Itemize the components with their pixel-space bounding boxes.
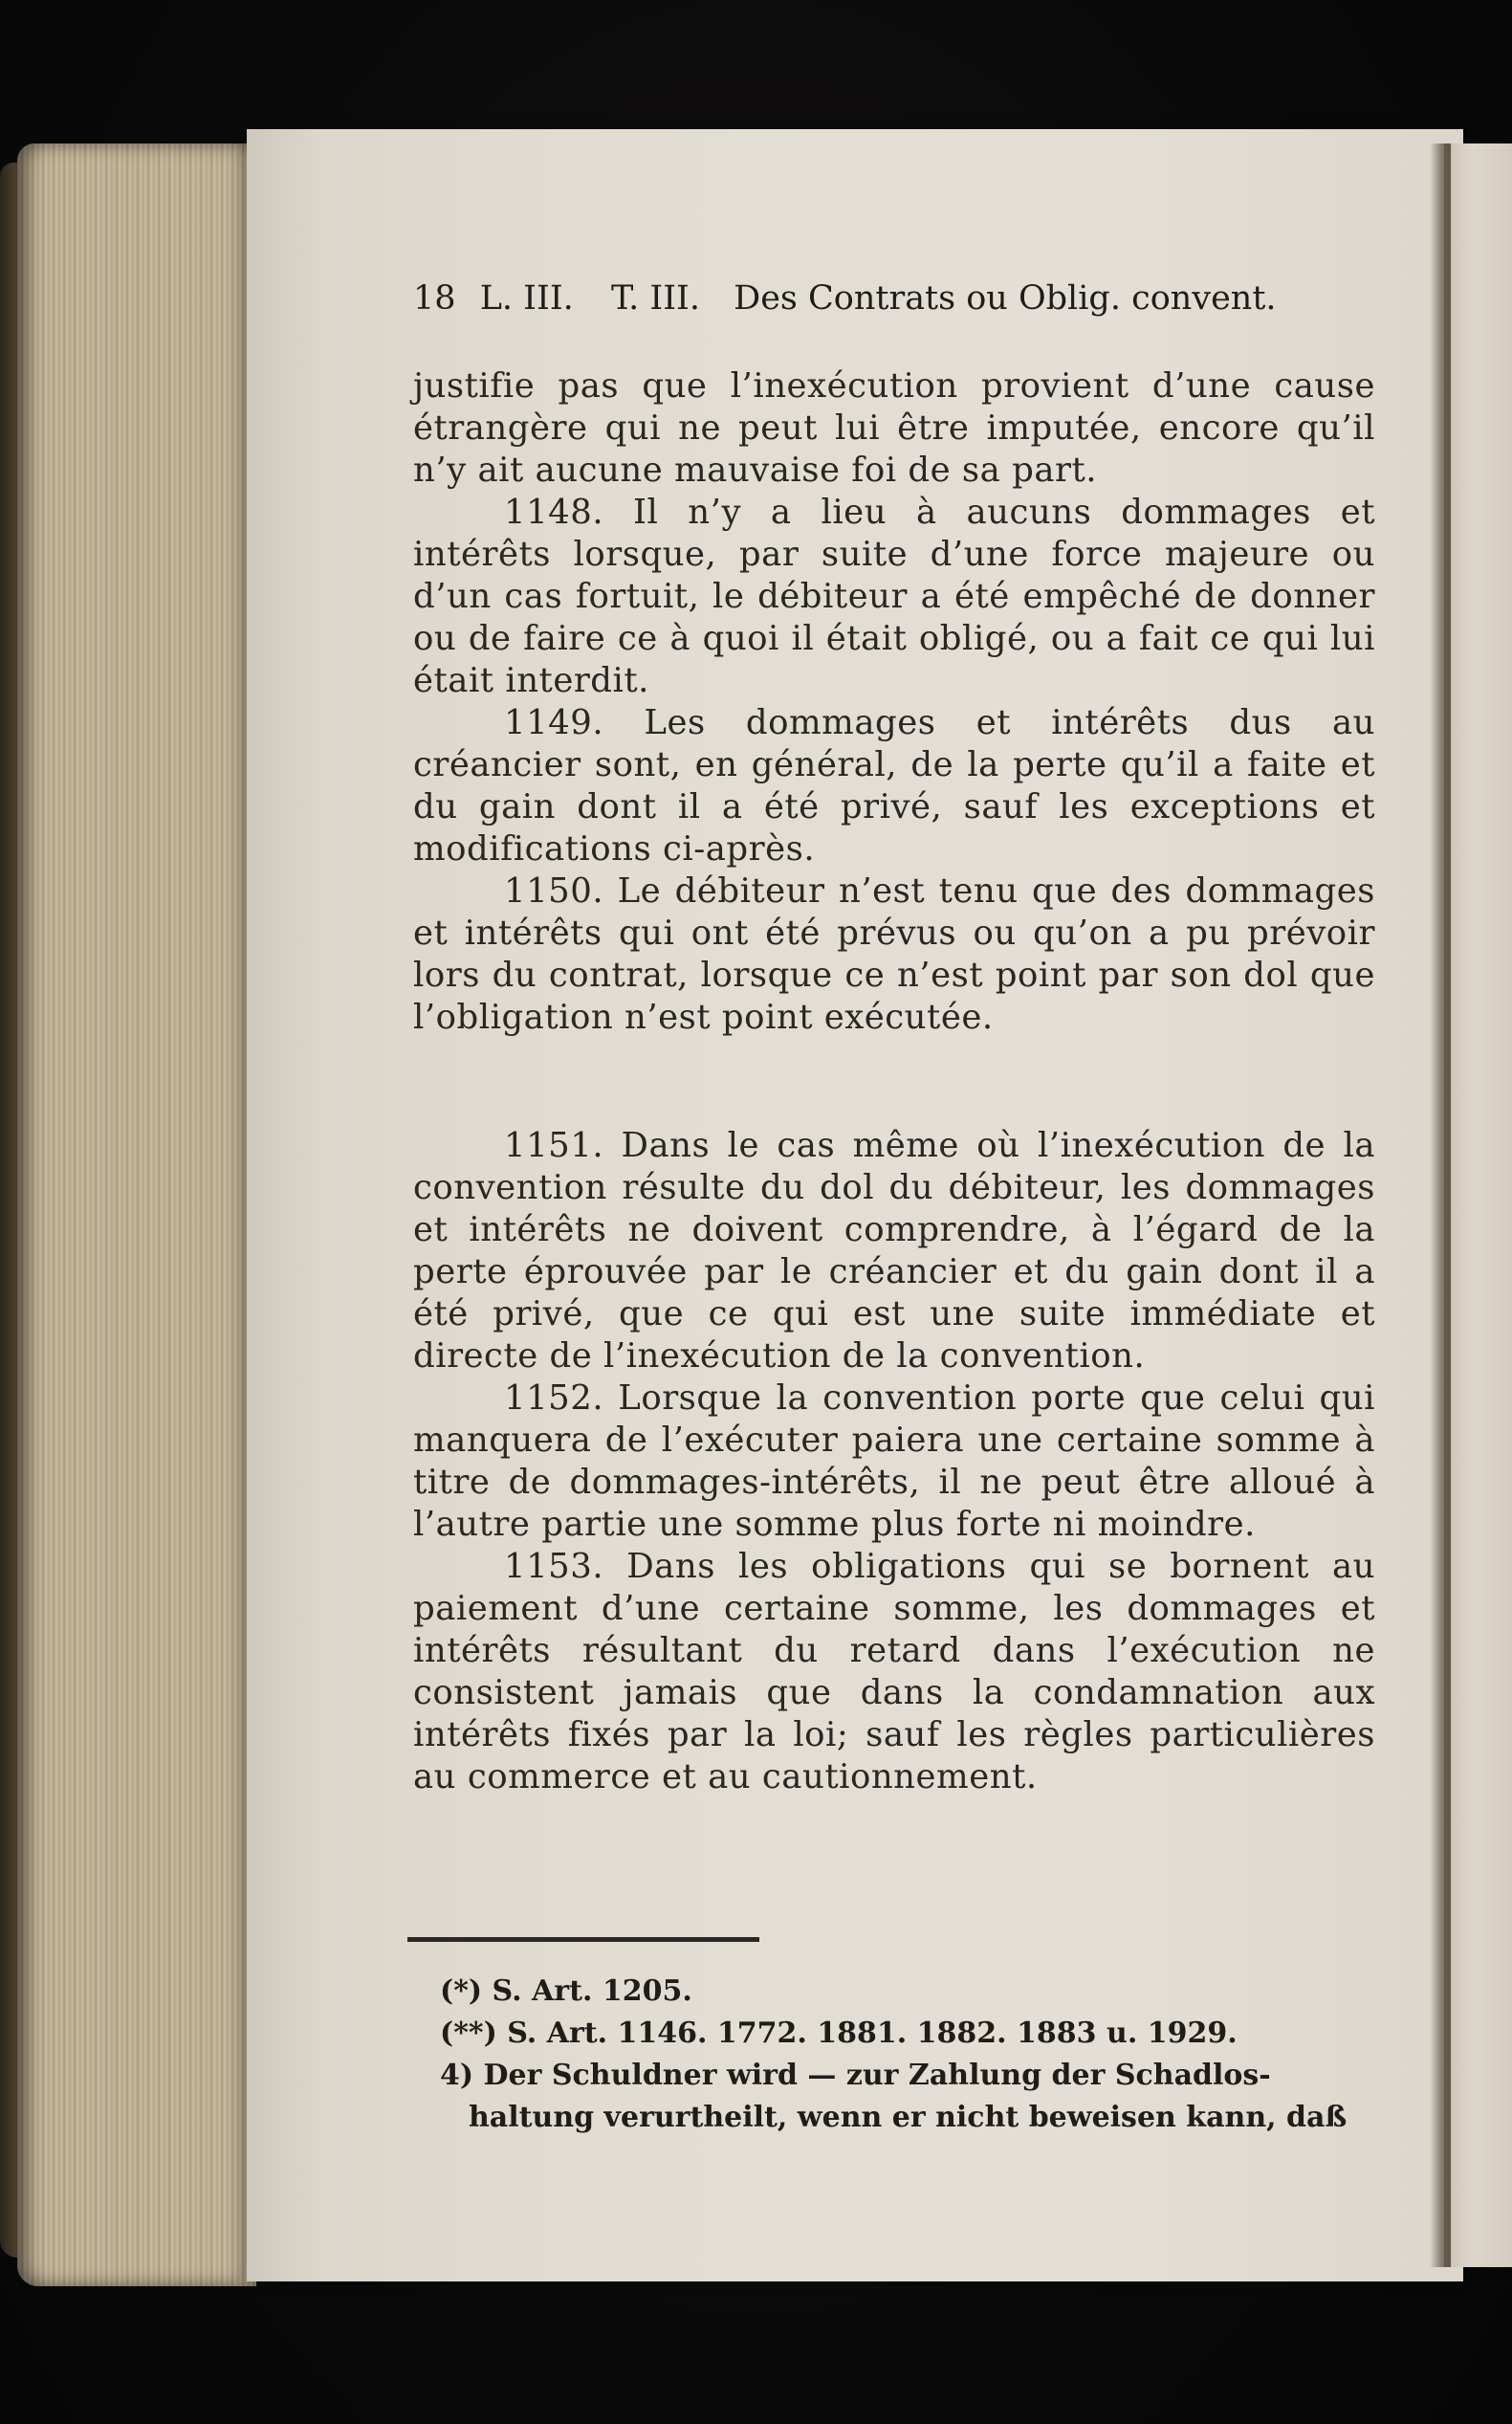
article-1153: 1153. Dans les obligations qui se bornent au paiement d’une certaine somme, les dommages et intérêts résultant du retard dans l’exécution ne consistent jamais que dans la condamnation aux intérêts fixés par la loi; sauf les règles particulières au commerce et au cautionnement. [413, 1547, 1375, 1796]
article-1150: 1150. Le débiteur n’est tenu que des dommages et intérêts qui ont été prévus ou qu’on a pu prévoir lors du contrat, lorsque ce n’est point par son dol que l’obligation n’est point exécutée. [413, 871, 1375, 1037]
footnote-2: (**) S. Art. 1146. 1772. 1881. 1882. 1883 u. 1929. [440, 2016, 1238, 2050]
footnote-3-line-1: 4) Der Schuldner wird — zur Zahlung der Schadlos- [440, 2059, 1271, 2092]
page-block-edges [17, 143, 256, 2286]
page-number: 18 [413, 279, 456, 318]
header-section: Des Contrats ou Oblig. convent. [734, 279, 1277, 318]
footnotes [440, 1971, 1377, 2139]
body-text-top [413, 365, 1375, 1039]
article-1148: 1148. Il n’y a lieu à aucuns dommages et intérêts lorsque, par suite d’une force majeure ou d’un cas fortuit, le débiteur a été empêché de donner ou de faire ce à quoi il était obligé, ou a fait ce qui lui était interdit. [413, 493, 1375, 700]
paragraph-continuation: justifie pas que l’inexécution provient d’une cause étrangère qui ne peut lui être imputée, encore qu’il n’y ait aucune mauvaise foi de sa part. [413, 366, 1375, 490]
running-header [413, 279, 1377, 318]
header-book: L. III. [479, 279, 574, 318]
footnote-rule [407, 1937, 759, 1942]
article-1149: 1149. Les dommages et intérêts dus au créancier sont, en général, de la perte qu’il a faite et du gain dont il a été privé, sauf les exceptions et modifications ci-après. [413, 703, 1375, 869]
book-gutter [1430, 143, 1451, 2267]
body-text-bottom [413, 1125, 1375, 1798]
header-title: T. III. [610, 279, 700, 318]
article-1151: 1151. Dans le cas même où l’inexécution de la convention résulte du dol du débiteur, les dommages et intérêts ne doivent comprendre, à l’égard de la perte éprouvée par le créancier et du gain dont il a été privé, que ce qui est une suite immédiate et directe de l’inexécution de la convention. [413, 1126, 1375, 1376]
footnote-3-line-2: haltung verurtheilt, wenn er nicht beweisen kann, daß [469, 2101, 1348, 2134]
footnote-1: (*) S. Art. 1205. [440, 1974, 692, 2008]
facing-page-edge [1444, 143, 1512, 2267]
article-1152: 1152. Lorsque la convention porte que celui qui manquera de l’exécuter paiera une certaine somme à titre de dommages-intérêts, il ne peut être alloué à l’autre partie une somme plus forte ni moindre. [413, 1378, 1375, 1544]
